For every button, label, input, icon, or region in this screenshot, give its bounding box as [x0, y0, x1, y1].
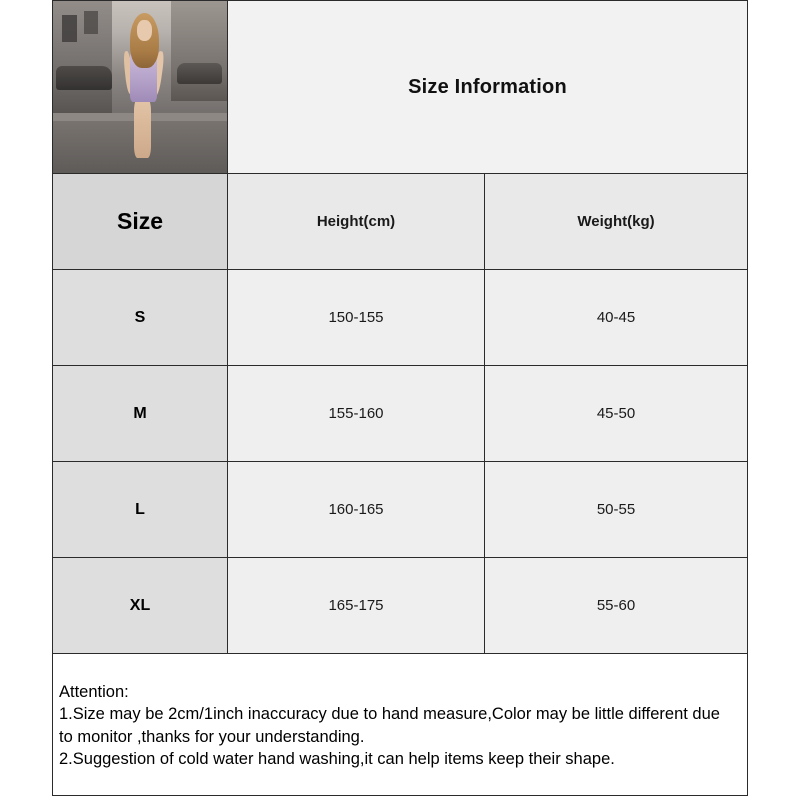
weight-value: 50-55: [596, 501, 636, 518]
attention-line-1: 1.Size may be 2cm/1inch inaccuracy due to hand measure,Color may be little different due to monitor ,thanks for your understanding.: [59, 705, 720, 746]
cell-height: [228, 270, 485, 365]
product-photo: [53, 1, 227, 173]
size-value: L: [135, 500, 145, 518]
cell-size: [53, 558, 228, 653]
column-header-size: [53, 174, 228, 269]
size-value: S: [134, 308, 146, 326]
table-header-row: [53, 174, 747, 270]
cell-size: [53, 270, 228, 365]
photo-car-right: [177, 63, 222, 84]
title-cell: [228, 1, 747, 173]
cell-weight: [485, 462, 747, 557]
photo-car-left: [56, 66, 112, 90]
column-header-size-label: Size: [116, 208, 164, 234]
table-row: [53, 558, 747, 654]
header-row: [53, 1, 747, 174]
attention-line-2: 2.Suggestion of cold water hand washing,it can help items keep their shape.: [59, 749, 615, 768]
weight-value: 45-50: [596, 405, 636, 422]
product-photo-cell: [53, 1, 228, 173]
cell-weight: [485, 270, 747, 365]
column-header-weight: [485, 174, 747, 269]
height-value: 160-165: [328, 501, 384, 518]
weight-value: 55-60: [596, 597, 636, 614]
photo-window-a: [62, 15, 78, 43]
attention-block: [53, 675, 747, 795]
cell-size: [53, 366, 228, 461]
height-value: 155-160: [328, 405, 384, 422]
cell-height: [228, 558, 485, 653]
column-header-height: [228, 174, 485, 269]
size-value: M: [133, 404, 147, 422]
attention-heading: Attention:: [59, 682, 129, 701]
height-value: 150-155: [328, 309, 384, 326]
column-header-height-label: Height(cm): [316, 213, 396, 230]
cell-weight: [485, 366, 747, 461]
page-title: Size Information: [408, 75, 567, 98]
cell-height: [228, 366, 485, 461]
cell-size: [53, 462, 228, 557]
table-row: [53, 462, 747, 558]
column-header-weight-label: Weight(kg): [577, 213, 655, 230]
photo-model-face: [137, 20, 152, 41]
table-row: [53, 366, 747, 462]
weight-value: 40-45: [596, 309, 636, 326]
size-table: [53, 174, 747, 675]
height-value: 165-175: [328, 597, 384, 614]
cell-height: [228, 462, 485, 557]
size-value: XL: [129, 596, 151, 614]
table-row: [53, 270, 747, 366]
photo-window-b: [84, 11, 98, 33]
photo-model-legs: [134, 99, 151, 157]
cell-weight: [485, 558, 747, 653]
size-chart-sheet: [52, 0, 748, 796]
photo-building-right: [171, 1, 227, 101]
